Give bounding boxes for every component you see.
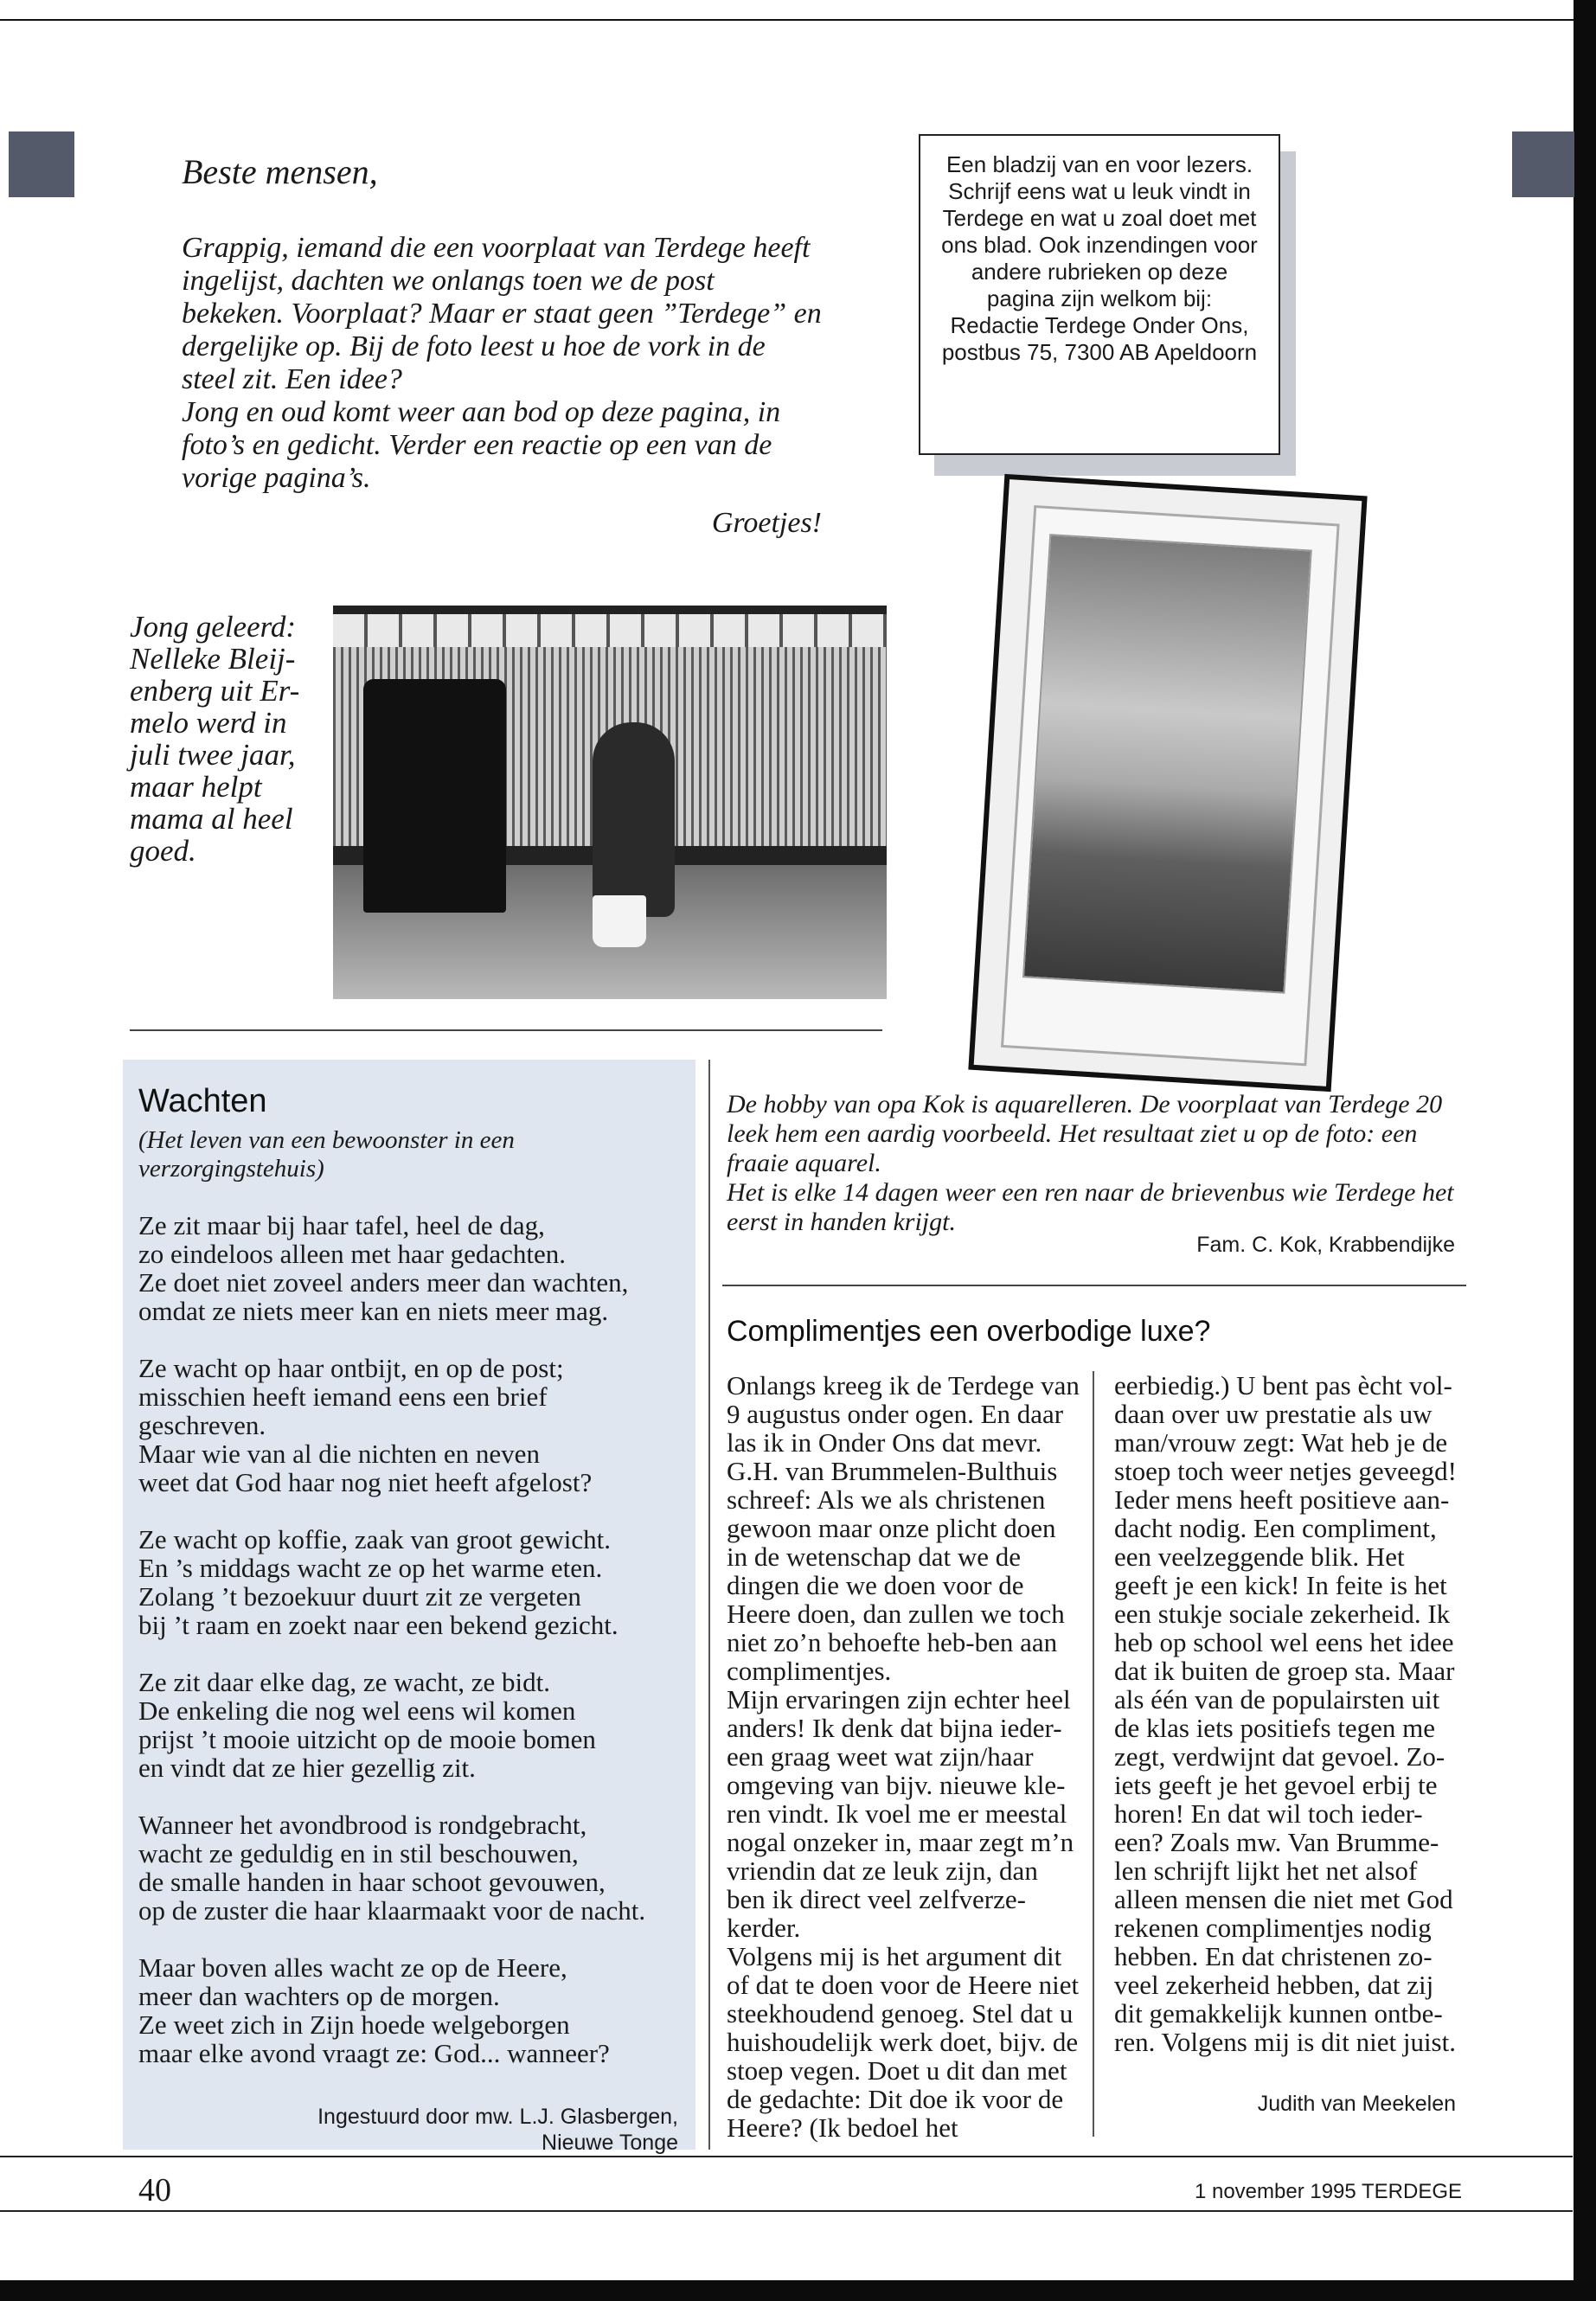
poem-line: weet dat God haar nog niet heeft afgelost? — [138, 1467, 593, 1497]
child-photo — [333, 606, 887, 999]
poem-line: Ze zit maar bij haar tafel, heel de dag, — [138, 1210, 545, 1240]
poem-stanza — [138, 1811, 692, 1925]
poem-stanza — [138, 1354, 692, 1497]
framed-watercolor-photo — [968, 474, 1367, 1092]
footer-rule — [0, 2156, 1573, 2157]
hobby-text: Het is elke 14 dagen weer een ren naar de brievenbus wie Terdege het eerst in handen krijgt. — [727, 1178, 1454, 1236]
column-divider — [1093, 1371, 1094, 2137]
scan-edge-right — [1574, 0, 1596, 2301]
photo-chair — [363, 679, 506, 913]
poem-line: wacht ze geduldig en in stil beschouwen, — [138, 1838, 579, 1868]
article-paragraph: Mijn ervaringen zijn echter heel anders! Ik denk dat bijna ieder-een graag weet wat zijn/haar omgeving van bijv. nieuwe kle-ren vindt. Ik voel me er meestal nogal onzeker in, maar zegt m’n vriendin dat ze leuk zijn, dan ben ik direct veel zelfverze-kerder. — [727, 1684, 1074, 1943]
submission-infobox — [919, 134, 1280, 455]
poem-line: Wanneer het avondbrood is rondgebracht, — [138, 1810, 587, 1840]
poem-line: zo eindeloos alleen met haar gedachten. — [138, 1239, 567, 1269]
photo-child — [593, 722, 675, 917]
poem-line: misschien heeft iemand eens een brief — [138, 1381, 548, 1412]
section-divider — [130, 1029, 882, 1031]
poem-line: de smalle handen in haar schoot gevouwen, — [138, 1867, 606, 1897]
poem-stanza — [138, 1211, 692, 1325]
poem-line: Ze doet niet zoveel anders meer dan wachten, — [138, 1267, 629, 1298]
letter-closing: Groetjes! — [711, 507, 822, 539]
article-signature: Judith van Meekelen — [1257, 2092, 1456, 2116]
poem-line: Maar wie van al die nichten en neven — [138, 1439, 540, 1469]
article-column-2: eerbiedig.) U bent pas ècht vol-daan over uw prestatie als uw man/vrouw zegt: Wat heb je de stoep toch weer netjes geveegd! Ieder mens heeft positieve aan-dacht nodig. Een compliment, een veelzeggende blik. Het geeft je een kick! In feite is het een stukje sociale zekerheid. Ik heb op school wel eens het idee dat ik buiten de groep sta. Maar als één van de populairsten uit de klas iets positiefs tegen me zegt, verdwijnt dat gevoel. Zo-iets geeft je het gevoel erbij te horen! En dat wil toch ieder-een? Zoals mw. Van Brumme-len schrijft lijkt het net alsof alleen mensen die niet met God rekenen complimentjes nodig hebben. En dat christenen zo-veel zekerheid hebben, dat zij dit gemakkelijk kunnen ontbe-ren. Volgens mij is dit niet juist. — [1114, 1370, 1457, 2057]
section-divider — [722, 1285, 1466, 1286]
letter-salutation: Beste mensen, — [182, 152, 378, 191]
poem-credit — [260, 2104, 678, 2156]
poem-line: geschreven. — [138, 1410, 266, 1440]
poem-subtitle: (Het leven van een bewoonster in een verzorgingstehuis) — [138, 1126, 515, 1183]
poem-credit-line: Nieuwe Tonge — [542, 2131, 678, 2155]
poem-line: op de zuster die haar klaarmaakt voor de nacht. — [138, 1895, 646, 1926]
footer-rule — [0, 2210, 1573, 2212]
poem-line: omdat ze niets meer kan en niets meer mag. — [138, 1296, 609, 1326]
hobby-signature: Fam. C. Kok, Krabbendijke — [1196, 1233, 1455, 1257]
editor-letter — [182, 152, 822, 540]
registration-mark-right — [1512, 131, 1574, 197]
poem-credit-line: Ingestuurd door mw. L.J. Glasbergen, — [317, 2105, 678, 2129]
infobox-text: Een bladzij van en voor lezers. Schrijf eens wat u leuk vindt in Terdege en wat u zoal doet met ons blad. Ook inzendingen voor andere rubrieken op deze pagina zijn welkom bij: Redactie Terdege Onder Ons, postbus 75, 7300 AB Apeldoorn — [941, 151, 1258, 365]
poem-line: en vindt dat ze hier gezellig zit. — [138, 1753, 476, 1783]
letter-paragraph: Grappig, iemand die een voorplaat van Terdege heeft ingelijst, dachten we onlangs toen we de post bekeken. Voorplaat? Maar er staat geen ”Terdege” en dergelijke op. Bij de foto leest u hoe de vork in de steel zit. Een idee? — [182, 232, 822, 395]
poem-line: Ze weet zich in Zijn hoede welgeborgen — [138, 2009, 570, 2040]
watercolor-landscape — [1022, 534, 1312, 994]
poem-stanza — [138, 1525, 692, 1639]
scan-edge-bottom — [0, 2280, 1596, 2301]
article-paragraph: Volgens mij is het argument dit of dat te doen voor de Heere niet steekhoudend genoeg. Stel dat u huishoudelijk werk doet, bijv. de stoep vegen. Doet u dit dan met de gedachte: Dit doe ik voor de Heere? (Ik bedoel het — [727, 1941, 1080, 2143]
poem-stanza — [138, 1953, 692, 2067]
article-column-1 — [727, 1371, 1081, 2142]
hobby-text: De hobby van opa Kok is aquarelleren. De voorplaat van Terdege 20 leek hem een aardig voorbeeld. Het resultaat ziet u op de foto: een fraaie aquarel. — [727, 1090, 1443, 1177]
poem-line: Zolang ’t bezoekuur duurt zit ze vergeten — [138, 1581, 581, 1612]
poem-line: De enkeling die nog wel eens wil komen — [138, 1695, 576, 1726]
column-divider — [708, 1060, 710, 2150]
poem-line: En ’s middags wacht ze op het warme eten. — [138, 1553, 603, 1583]
poem-line: Maar boven alles wacht ze op de Heere, — [138, 1952, 567, 1983]
poem-line: Ze wacht op koffie, zaak van groot gewicht. — [138, 1524, 612, 1554]
photo-bucket — [593, 895, 646, 947]
poem-line: prijst ’t mooie uitzicht op de mooie bomen — [138, 1724, 596, 1754]
poem-title: Wachten — [138, 1083, 267, 1119]
poem-line: maar elke avond vraagt ze: God... wanneer? — [138, 2038, 610, 2068]
article-paragraph: Onlangs kreeg ik de Terdege van 9 augustus onder ogen. En daar las ik in Onder Ons dat mevr. G.H. van Brummelen-Bulthuis schreef: Als we als christenen gewoon maar onze plicht doen in de wetenschap dat we de dingen die we doen voor de Heere doen, dan zullen we toch niet zo’n behoefte heb-ben aan complimentjes. — [727, 1370, 1080, 1686]
photo-awning — [333, 614, 887, 647]
poem-stanza — [138, 1668, 692, 1782]
poem-body — [138, 1211, 692, 2096]
hobby-note — [727, 1090, 1462, 1237]
photo-caption: Jong geleerd: Nelleke Bleij-enberg uit Er-melo werd in juli twee jaar, maar helpt mama al heel goed. — [130, 610, 300, 868]
top-rule — [0, 19, 1596, 21]
poem-line: Ze wacht op haar ontbijt, en op de post; — [138, 1353, 564, 1383]
page-number: 40 — [138, 2172, 171, 2208]
poem-line: Ze zit daar elke dag, ze wacht, ze bidt. — [138, 1667, 550, 1697]
issue-date: 1 november 1995 TERDEGE — [1194, 2180, 1462, 2203]
registration-mark-left — [9, 131, 74, 197]
letter-paragraph: Jong en oud komt weer aan bod op deze pagina, in foto’s en gedicht. Verder een reactie op een van de vorige pagina’s. — [182, 396, 781, 494]
article-title: Complimentjes een overbodige luxe? — [727, 1315, 1211, 1348]
poem-line: bij ’t raam en zoekt naar een bekend gezicht. — [138, 1610, 619, 1640]
poem-line: meer dan wachters op de morgen. — [138, 1981, 500, 2011]
